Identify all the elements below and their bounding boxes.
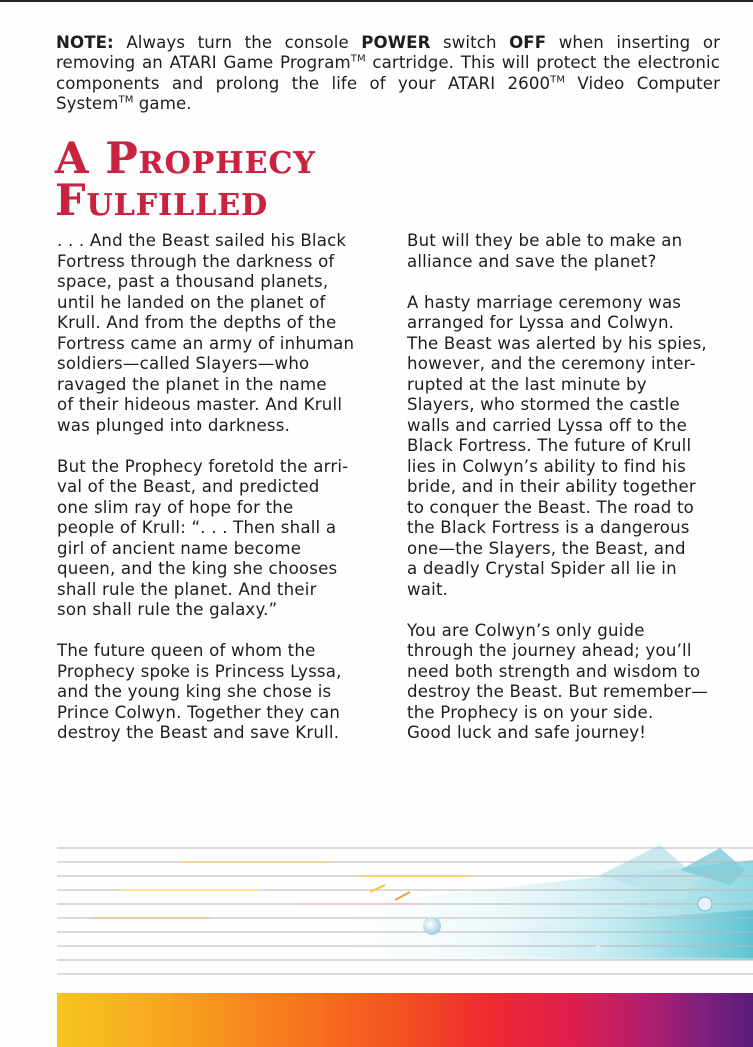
text-line: destroy the Beast. But remember— bbox=[407, 682, 709, 701]
text-line: girl of ancient name become bbox=[57, 538, 302, 558]
paragraph-future-queen bbox=[57, 641, 387, 744]
paragraph-beast-arrival bbox=[57, 231, 387, 436]
text-line: one slim ray of hope for the bbox=[57, 497, 294, 517]
note-off-word: OFF bbox=[509, 33, 547, 52]
text-line: rupted at the last minute by bbox=[407, 374, 647, 394]
note-text-6: game. bbox=[133, 94, 192, 114]
paragraph-marriage bbox=[407, 293, 739, 601]
top-border-rule bbox=[0, 0, 753, 2]
text-line: the Black Fortress is a dangerous bbox=[407, 518, 690, 537]
text-line: The Beast was alerted by his spies, bbox=[407, 333, 707, 353]
text-line: and the young king she chose is bbox=[57, 682, 332, 701]
text-line: soldiers—called Slayers—who bbox=[57, 354, 310, 373]
text-line: the Prophecy is on your side. bbox=[407, 702, 654, 722]
trademark-mark-1: TM bbox=[350, 53, 366, 65]
text-line: wait. bbox=[407, 579, 449, 599]
text-line: Krull. And from the depths of the bbox=[57, 313, 337, 332]
text-line: Fortress through the darkness of bbox=[57, 251, 335, 271]
text-line: ravaged the planet in the name bbox=[57, 374, 327, 394]
text-line: Black Fortress. The future of Krull bbox=[407, 436, 692, 455]
text-line: a deadly Crystal Spider all lie in bbox=[407, 559, 677, 578]
text-line: however, and the ceremony inter- bbox=[407, 354, 696, 373]
text-line: But the Prophecy foretold the arri- bbox=[57, 456, 349, 476]
note-label: NOTE: bbox=[56, 33, 114, 52]
trademark-mark-2: TM bbox=[550, 74, 566, 86]
text-line: queen, and the king she chooses bbox=[57, 559, 338, 578]
text-line: A hasty marriage ceremony was bbox=[407, 292, 682, 312]
text-line: of their hideous master. And Krull bbox=[57, 395, 343, 414]
text-line: walls and carried Lyssa off to the bbox=[407, 415, 687, 435]
note-text-2: switch bbox=[430, 33, 510, 52]
text-line: Good luck and safe journey! bbox=[407, 723, 647, 742]
note-text-1: Always turn the console bbox=[113, 33, 362, 52]
text-line: Fortress came an army of inhuman bbox=[57, 333, 355, 353]
text-line: arranged for Lyssa and Colwyn. bbox=[407, 313, 675, 332]
text-line: But will they be able to make an bbox=[407, 231, 683, 250]
text-line: shall rule the planet. And their bbox=[57, 579, 317, 599]
rainbow-gradient-band bbox=[57, 993, 753, 1047]
note-text-4: cartridge. This will protect the electronic components and prolong the life of your ATARI 2600 bbox=[56, 53, 720, 93]
paragraph-prophecy bbox=[57, 457, 387, 621]
text-line: lies in Colwyn’s ability to find his bbox=[407, 456, 687, 476]
trademark-mark-3: TM bbox=[118, 94, 134, 106]
console-power-note bbox=[56, 33, 720, 115]
text-line: You are Colwyn’s only guide bbox=[407, 620, 645, 640]
text-line: bride, and in their ability together bbox=[407, 477, 696, 496]
text-line: val of the Beast, and predicted bbox=[57, 477, 320, 496]
text-line: one—the Slayers, the Beast, and bbox=[407, 538, 686, 558]
text-line: until he landed on the planet of bbox=[57, 292, 326, 312]
note-text-3: when inserting or removing an ATARI Game Program bbox=[56, 33, 720, 73]
text-line: Prince Colwyn. Together they can bbox=[57, 702, 341, 722]
paragraph-alliance bbox=[407, 231, 739, 272]
page-title bbox=[55, 134, 316, 226]
text-line: to conquer the Beast. The road to bbox=[407, 497, 695, 517]
text-line: The future queen of whom the bbox=[57, 641, 316, 660]
text-line: destroy the Beast and save Krull. bbox=[57, 723, 340, 742]
text-line: space, past a thousand planets, bbox=[57, 272, 329, 291]
note-text-5: Video Computer System bbox=[56, 73, 720, 114]
title-line-2: Fulfilled bbox=[55, 176, 269, 226]
text-line: son shall rule the galaxy.” bbox=[57, 600, 278, 619]
space-streak-illustration bbox=[0, 840, 753, 990]
right-text-column bbox=[407, 231, 739, 764]
text-line: was plunged into darkness. bbox=[57, 415, 291, 435]
text-line: need both strength and wisdom to bbox=[407, 661, 701, 681]
note-power-word: POWER bbox=[361, 33, 431, 52]
title-line-1: A Prophecy bbox=[55, 134, 316, 184]
text-line: people of Krull: “. . . Then shall a bbox=[57, 518, 337, 537]
text-line: Prophecy spoke is Princess Lyssa, bbox=[57, 661, 342, 681]
left-text-column bbox=[57, 231, 387, 764]
text-line: alliance and save the planet? bbox=[407, 251, 657, 271]
text-line: Slayers, who stormed the castle bbox=[407, 395, 680, 414]
paragraph-guide bbox=[407, 621, 739, 744]
text-line: . . . And the Beast sailed his Black bbox=[57, 231, 347, 250]
text-line: through the journey ahead; you’ll bbox=[407, 641, 692, 660]
